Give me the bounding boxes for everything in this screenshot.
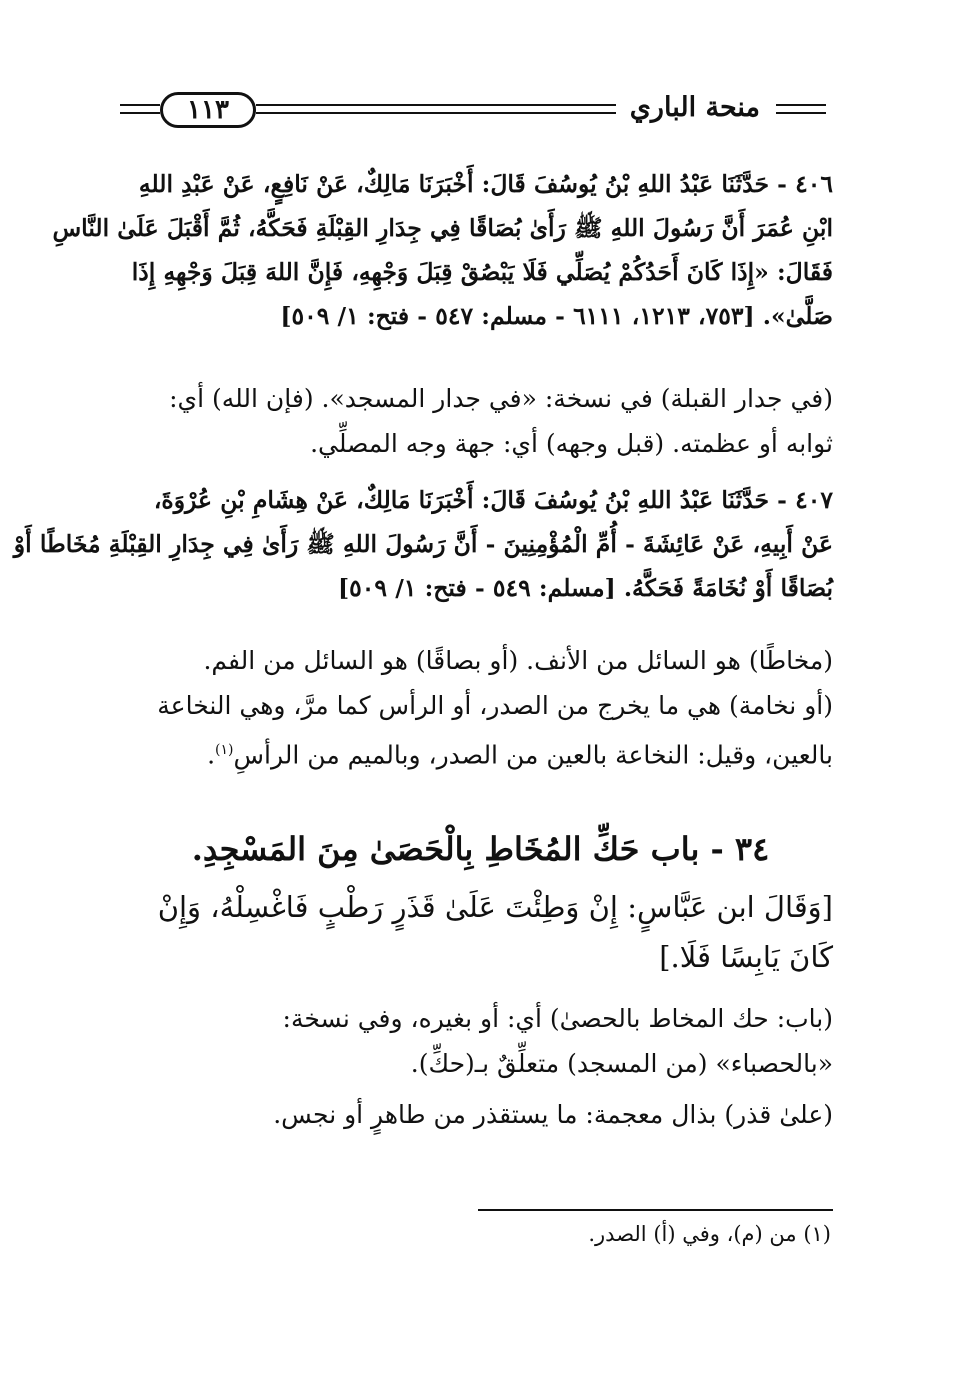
header-rule-right-2 <box>776 112 826 114</box>
footnote: (١) من (م)، وفي (أ) الصدر. <box>588 1222 831 1246</box>
hadith-406-line: ابْنِ عُمَرَ أَنَّ رَسُولَ اللهِ ﷺ رَأَىٰ بُصَاقًا فِي جِدَارِ القِبْلَةِ فَحَكَّهُ، ثُمَّ أَقْبَلَ عَلَىٰ النَّاسِ <box>52 214 833 242</box>
page-number: ١١٣ <box>160 92 256 128</box>
chapter-heading: ٣٤ - باب حَكِّ المُخَاطِ بِالْحَصَىٰ مِنَ المَسْجِدِ. <box>191 830 770 868</box>
hadith-407 <box>13 478 833 610</box>
footnote-reference[interactable]: (١) <box>215 742 234 758</box>
chapter-athar <box>128 882 833 982</box>
header-rule-middle-2 <box>256 112 616 114</box>
commentary-line: (مخاطًا) هو السائل من الأنف. (أو بصاقًا) هو السائل من الفم. <box>203 646 833 675</box>
hadith-406-line: ٤٠٦ - حَدَّثَنَا عَبْدُ اللهِ بْنُ يُوسُفَ قَالَ: أَخْبَرَنَا مَالِكٌ، عَنْ نَافِعٍ، عَنْ عَبْدِ اللهِ <box>138 170 833 198</box>
commentary-line: (باب: حك المخاط بالحصىٰ) أي: أو بغيره، وفي نسخة: <box>282 1004 833 1033</box>
commentary-line-text: بالعين، وقيل: النخاعة بالعين من الصدر، وبالميم من الرأسِ <box>233 740 833 770</box>
commentary-line <box>128 728 833 777</box>
header-rule-right <box>776 104 826 106</box>
page-header <box>120 88 830 138</box>
commentary-line-end: . <box>207 740 216 770</box>
commentary-line: ثوابه أو عظمته. (قبل وجهه) أي: جهة وجه المصلِّي. <box>310 429 833 458</box>
hadith-407-line: عَنْ أَبِيهِ، عَنْ عَائِشَةَ - أُمِّ الْمُؤْمِنِينَ - أَنَّ رَسُولَ اللهِ ﷺ رَأَىٰ فِي جِدَارِ القِبْلَةِ مُخَاطًا أَوْ <box>13 530 833 558</box>
hadith-407-line: بُصَاقًا أَوْ نُخَامَةً فَحَكَّهُ. [مسلم: ٥٤٩ - فتح: ١/ ٥٠٩] <box>338 574 833 602</box>
commentary-line: (أو نخامة) هي ما يخرج من الصدر، أو الرأس كما مرَّ، وهي النخاعة <box>157 691 833 720</box>
commentary-chapter <box>128 996 833 1137</box>
commentary-406 <box>128 376 833 466</box>
header-rule-middle <box>256 104 616 106</box>
commentary-line: «بالحصباء» (من المسجد) متعلِّقٌ بـ(حكِّ). <box>410 1049 833 1078</box>
header-rule-left-2 <box>120 112 160 114</box>
header-rule-left <box>120 104 160 106</box>
footnote-separator <box>478 1209 833 1211</box>
commentary-line: (في جدار القبلة) في نسخة: «في جدار المسجد». (فإن الله) أي: <box>169 384 833 413</box>
commentary-line: (علىٰ قذر) بذال معجمة: ما يستقذر من طاهرٍ أو نجس. <box>273 1100 833 1129</box>
commentary-407 <box>128 638 833 777</box>
hadith-406 <box>52 162 833 338</box>
athar-line: كَانَ يَابِسًا فَلَا.] <box>659 940 833 974</box>
running-title: منحة الباري <box>629 92 760 123</box>
hadith-406-line: فَقَالَ: «إِذَا كَانَ أَحَدُكُمْ يُصَلِّي فَلَا يَبْصُقْ قِبَلَ وَجْهِهِ، فَإِنَّ اللهَ قِبَلَ وَجْهِهِ إِذَا <box>131 258 833 286</box>
hadith-406-line: صَلَّىٰ». [٧٥٣، ١٢١٣، ٦١١١ - مسلم: ٥٤٧ - فتح: ١/ ٥٠٩] <box>280 302 833 330</box>
athar-line: [وَقَالَ ابن عَبَّاسٍ: إِنْ وَطِئْتَ عَلَىٰ قَذَرٍ رَطْبٍ فَاغْسِلْهُ، وَإِنْ <box>157 890 833 924</box>
hadith-407-line: ٤٠٧ - حَدَّثَنَا عَبْدُ اللهِ بْنُ يُوسُفَ قَالَ: أَخْبَرَنَا مَالِكٌ، عَنْ هِشَامِ بْنِ عُرْوَةَ، <box>153 486 833 514</box>
